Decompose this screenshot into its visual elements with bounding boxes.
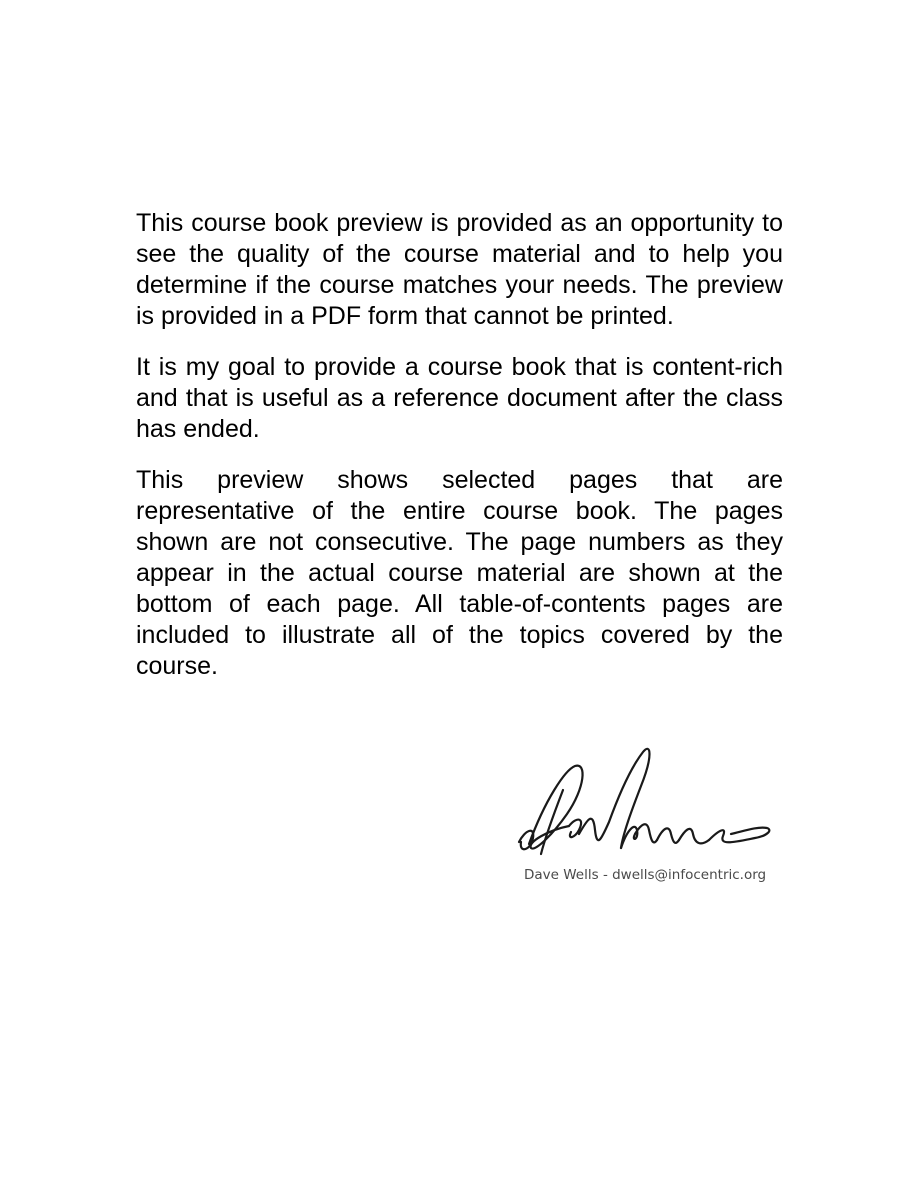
handwritten-signature — [505, 730, 785, 865]
preview-notice-text — [136, 208, 783, 702]
signature-block — [505, 730, 785, 895]
paragraph-selection: This preview shows selected pages that are representative of the entire course book. The pages shown are not consecutive. The page numbers as they appear in the actual course material are shown at the bottom of each page. All table-of-contents pages are included to illustrate all of the topics covered by the course. — [136, 466, 783, 680]
paragraph-goal: It is my goal to provide a course book that is content-rich and that is useful as a reference document after the class has ended. — [136, 353, 783, 443]
paragraph-intro: This course book preview is provided as an opportunity to see the quality of the course material and to help you determine if the course matches your needs. The preview is provided in a PDF form that cannot be printed. — [136, 209, 783, 330]
signature-caption: Dave Wells - dwells@infocentric.org — [524, 867, 767, 883]
